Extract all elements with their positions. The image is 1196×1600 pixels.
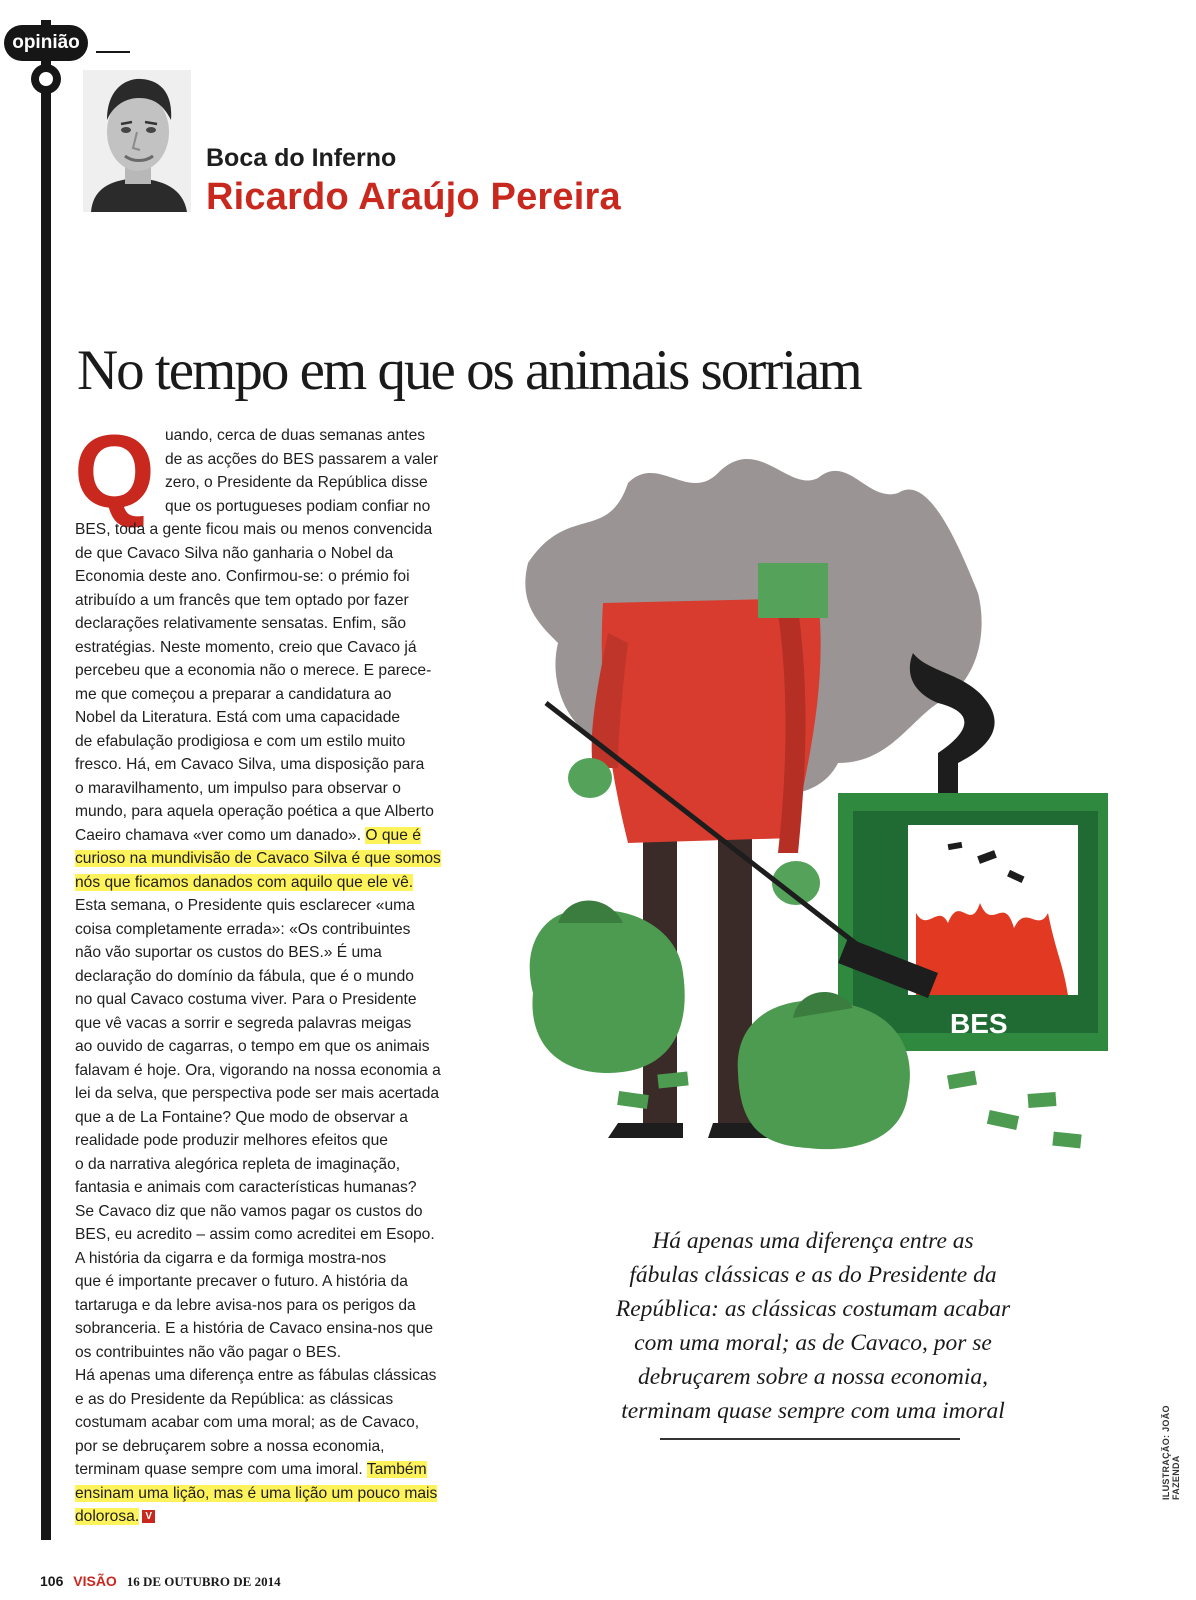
article-line-text: realidade pode produzir melhores efeitos que — [75, 1132, 388, 1149]
article-line-text: Se Cavaco diz que não vamos pagar os custos do — [75, 1202, 423, 1220]
article-line — [75, 589, 473, 613]
article-line-text: atribuído a um francês que tem optado por fazer — [75, 591, 409, 609]
article-line — [75, 894, 473, 918]
author-photo — [83, 70, 191, 212]
article-line — [75, 777, 473, 801]
vertical-rule — [41, 20, 51, 1540]
article-line — [75, 824, 473, 848]
article-line-text: sobranceria. E a história de Cavaco ensina-nos que — [75, 1320, 434, 1337]
article-line-text: estratégias. Neste momento, creio que Cavaco já — [75, 638, 417, 656]
article-line-text: que a de La Fontaine? Que modo de observar a — [75, 1108, 408, 1126]
illustration-image — [508, 433, 1136, 1170]
article-line-text: de efabulação prodigiosa e com um estilo muito — [75, 732, 406, 750]
article-line — [75, 1388, 473, 1412]
article-line-text: tartaruga e da lebre avisa-nos para os perigos da — [75, 1296, 416, 1314]
article-line — [75, 659, 473, 683]
article-line — [75, 1247, 473, 1271]
section-dash — [96, 51, 130, 53]
article-line — [75, 988, 473, 1012]
column-title: Boca do Inferno — [206, 144, 397, 172]
article-line — [75, 1435, 473, 1459]
article-line — [75, 1082, 473, 1106]
article-line — [75, 730, 473, 754]
article-line — [75, 1106, 473, 1130]
article-line-text: me que começou a preparar a candidatura ao — [75, 685, 392, 703]
pull-quote-line: com uma moral; as de Cavaco, por se — [634, 1330, 992, 1356]
article-line — [75, 1035, 473, 1059]
figure-head — [758, 563, 828, 618]
article-line — [75, 965, 473, 989]
article-line-text: fantasia e animais com características humanas? — [75, 1179, 417, 1196]
article-line-text: fresco. Há, em Cavaco Silva, uma disposição para — [75, 756, 425, 773]
article-line — [75, 683, 473, 707]
article-line-text: coisa completamente errada»: «Os contribuintes — [75, 920, 411, 938]
ring-marker-icon — [31, 64, 61, 94]
money-bag-right — [738, 1001, 910, 1150]
pull-quote-line: fábulas clássicas e as do Presidente da — [629, 1262, 997, 1288]
author-portrait-image — [83, 70, 191, 212]
article-line — [75, 753, 473, 777]
article-line-text: A história da cigarra e da formiga mostra-nos — [75, 1249, 387, 1267]
article-line — [75, 871, 473, 895]
article-headline: No tempo em que os animais sorriam — [77, 339, 861, 402]
article-line — [75, 1223, 473, 1247]
article-line-text: costumam acabar com uma moral; as de Cavaco, — [75, 1414, 420, 1431]
page-number: 106 — [40, 1573, 64, 1589]
author-name: Ricardo Araújo Pereira — [206, 176, 621, 218]
article-line — [75, 918, 473, 942]
highlighted-text: O que é — [365, 826, 421, 844]
article-line-text: BES, toda a gente ficou mais ou menos convencida — [75, 521, 433, 538]
article-line-text: lei da selva, que perspectiva pode ser mais acertada — [75, 1085, 440, 1102]
article-line-text: percebeu que a economia não o merece. E parece- — [75, 662, 432, 679]
page-footer — [40, 1573, 281, 1590]
article-line-text: de as acções do BES passarem a valer — [165, 450, 439, 468]
article-line — [75, 1153, 473, 1177]
article-line — [75, 800, 473, 824]
article-line-text: zero, o Presidente da República disse — [165, 474, 428, 491]
issue-date: 16 DE OUTUBRO DE 2014 — [126, 1574, 281, 1589]
article-line-text: que vê vacas a sorrir e segreda palavras meigas — [75, 1014, 412, 1032]
article-line — [75, 1176, 473, 1200]
money-bag-left — [530, 911, 685, 1074]
article-line-text: Esta semana, o Presidente quis esclarecer «uma — [75, 897, 415, 914]
article-line-text: o da narrativa alegórica repleta de imaginação, — [75, 1155, 401, 1173]
highlighted-text: ensinam uma lição, mas é uma lição um pouco mais — [75, 1484, 438, 1502]
article-line — [75, 612, 473, 636]
article-line-text: no qual Cavaco costuma viver. Para o Presidente — [75, 991, 417, 1008]
figure-left-hand — [568, 758, 612, 798]
article-line-text: falavam é hoje. Ora, vigorando na nossa economia a — [75, 1061, 441, 1079]
pull-quote-line: Há apenas uma diferença entre as — [652, 1228, 974, 1254]
article-line-text: declarações relativamente sensatas. Enfim, são — [75, 615, 407, 632]
article-line-text: ao ouvido de cagarras, o tempo em que os animais — [75, 1038, 430, 1055]
pull-quote-line: República: as clássicas costumam acabar — [615, 1296, 1011, 1322]
article-line-text: de que Cavaco Silva não ganharia o Nobel da — [75, 544, 394, 562]
drop-cap: Q — [74, 414, 155, 530]
article-line-text: os contribuintes não vão pagar o BES. — [75, 1343, 342, 1361]
article-illustration — [508, 433, 1136, 1170]
article-line — [75, 1317, 473, 1341]
pull-quote-rule — [660, 1438, 960, 1440]
article-line — [75, 941, 473, 965]
oven-bes-label: BES — [950, 1008, 1008, 1039]
article-line-text: Há apenas uma diferença entre as fábulas clássicas — [75, 1367, 437, 1384]
article-line — [75, 448, 473, 472]
article-line — [75, 636, 473, 660]
pull-quote-line: debruçarem sobre a nossa economia, — [637, 1364, 989, 1390]
article-line-text: Caeiro chamava «ver como um danado». — [75, 826, 362, 844]
article-line — [75, 1012, 473, 1036]
article-line — [75, 1505, 473, 1529]
article-line — [75, 1364, 473, 1388]
article-line — [75, 518, 473, 542]
article-line — [75, 1482, 473, 1506]
article-line-text: terminam quase sempre com uma imoral. — [75, 1461, 363, 1478]
article-line — [75, 1059, 473, 1083]
end-mark-icon: V — [142, 1510, 155, 1523]
article-line — [75, 1341, 473, 1365]
article-line — [75, 1129, 473, 1153]
article-line — [75, 706, 473, 730]
article-line-text: por se debruçarem sobre a nossa economia, — [75, 1437, 385, 1455]
article-line-text: Economia deste ano. Confirmou-se: o prémio foi — [75, 568, 410, 585]
article-line — [75, 565, 473, 589]
article-body — [74, 414, 473, 1529]
highlighted-text: dolorosa. — [75, 1508, 140, 1525]
highlighted-text: Também — [366, 1461, 427, 1478]
article-line — [75, 471, 473, 495]
article-line — [75, 495, 473, 519]
article-line-text: que os portugueses podiam confiar no — [165, 497, 431, 515]
article-line-text: BES, eu acredito – assim como acreditei em Esopo. — [75, 1226, 435, 1243]
article-line-text: que é importante precaver o futuro. A história da — [75, 1273, 408, 1290]
article-line — [75, 1200, 473, 1224]
highlighted-text: curioso na mundivisão de Cavaco Silva é que somos — [75, 850, 441, 867]
article-line-text: o maravilhamento, um impulso para observar o — [75, 779, 401, 797]
article-line-text: mundo, para aquela operação poética a que Alberto — [75, 803, 434, 820]
article-line — [75, 1270, 473, 1294]
article-line — [75, 1411, 473, 1435]
pull-quote — [548, 1224, 1078, 1428]
article-line — [75, 542, 473, 566]
article-line-text: declaração do domínio da fábula, que é o mundo — [75, 967, 414, 985]
article-line — [75, 1458, 473, 1482]
pull-quote-line: terminam quase sempre com uma imoral — [621, 1398, 1005, 1424]
article-line-text: Nobel da Literatura. Está com uma capacidade — [75, 709, 401, 726]
magazine-name: VISÃO — [73, 1573, 117, 1589]
illustration-credit: ILUSTRAÇÃO: JOÃO FAZENDA — [1161, 1405, 1181, 1500]
article-line-text: uando, cerca de duas semanas antes — [165, 427, 426, 444]
article-line — [75, 424, 473, 448]
article-line-text: não vão suportar os custos do BES.» É uma — [75, 944, 382, 961]
article-line — [75, 847, 473, 871]
article-line-text: e as do Presidente da República: as clássicas — [75, 1390, 394, 1408]
highlighted-text: nós que ficamos danados com aquilo que ele vê. — [75, 873, 414, 891]
article-line — [75, 1294, 473, 1318]
section-label: opinião — [4, 25, 88, 61]
